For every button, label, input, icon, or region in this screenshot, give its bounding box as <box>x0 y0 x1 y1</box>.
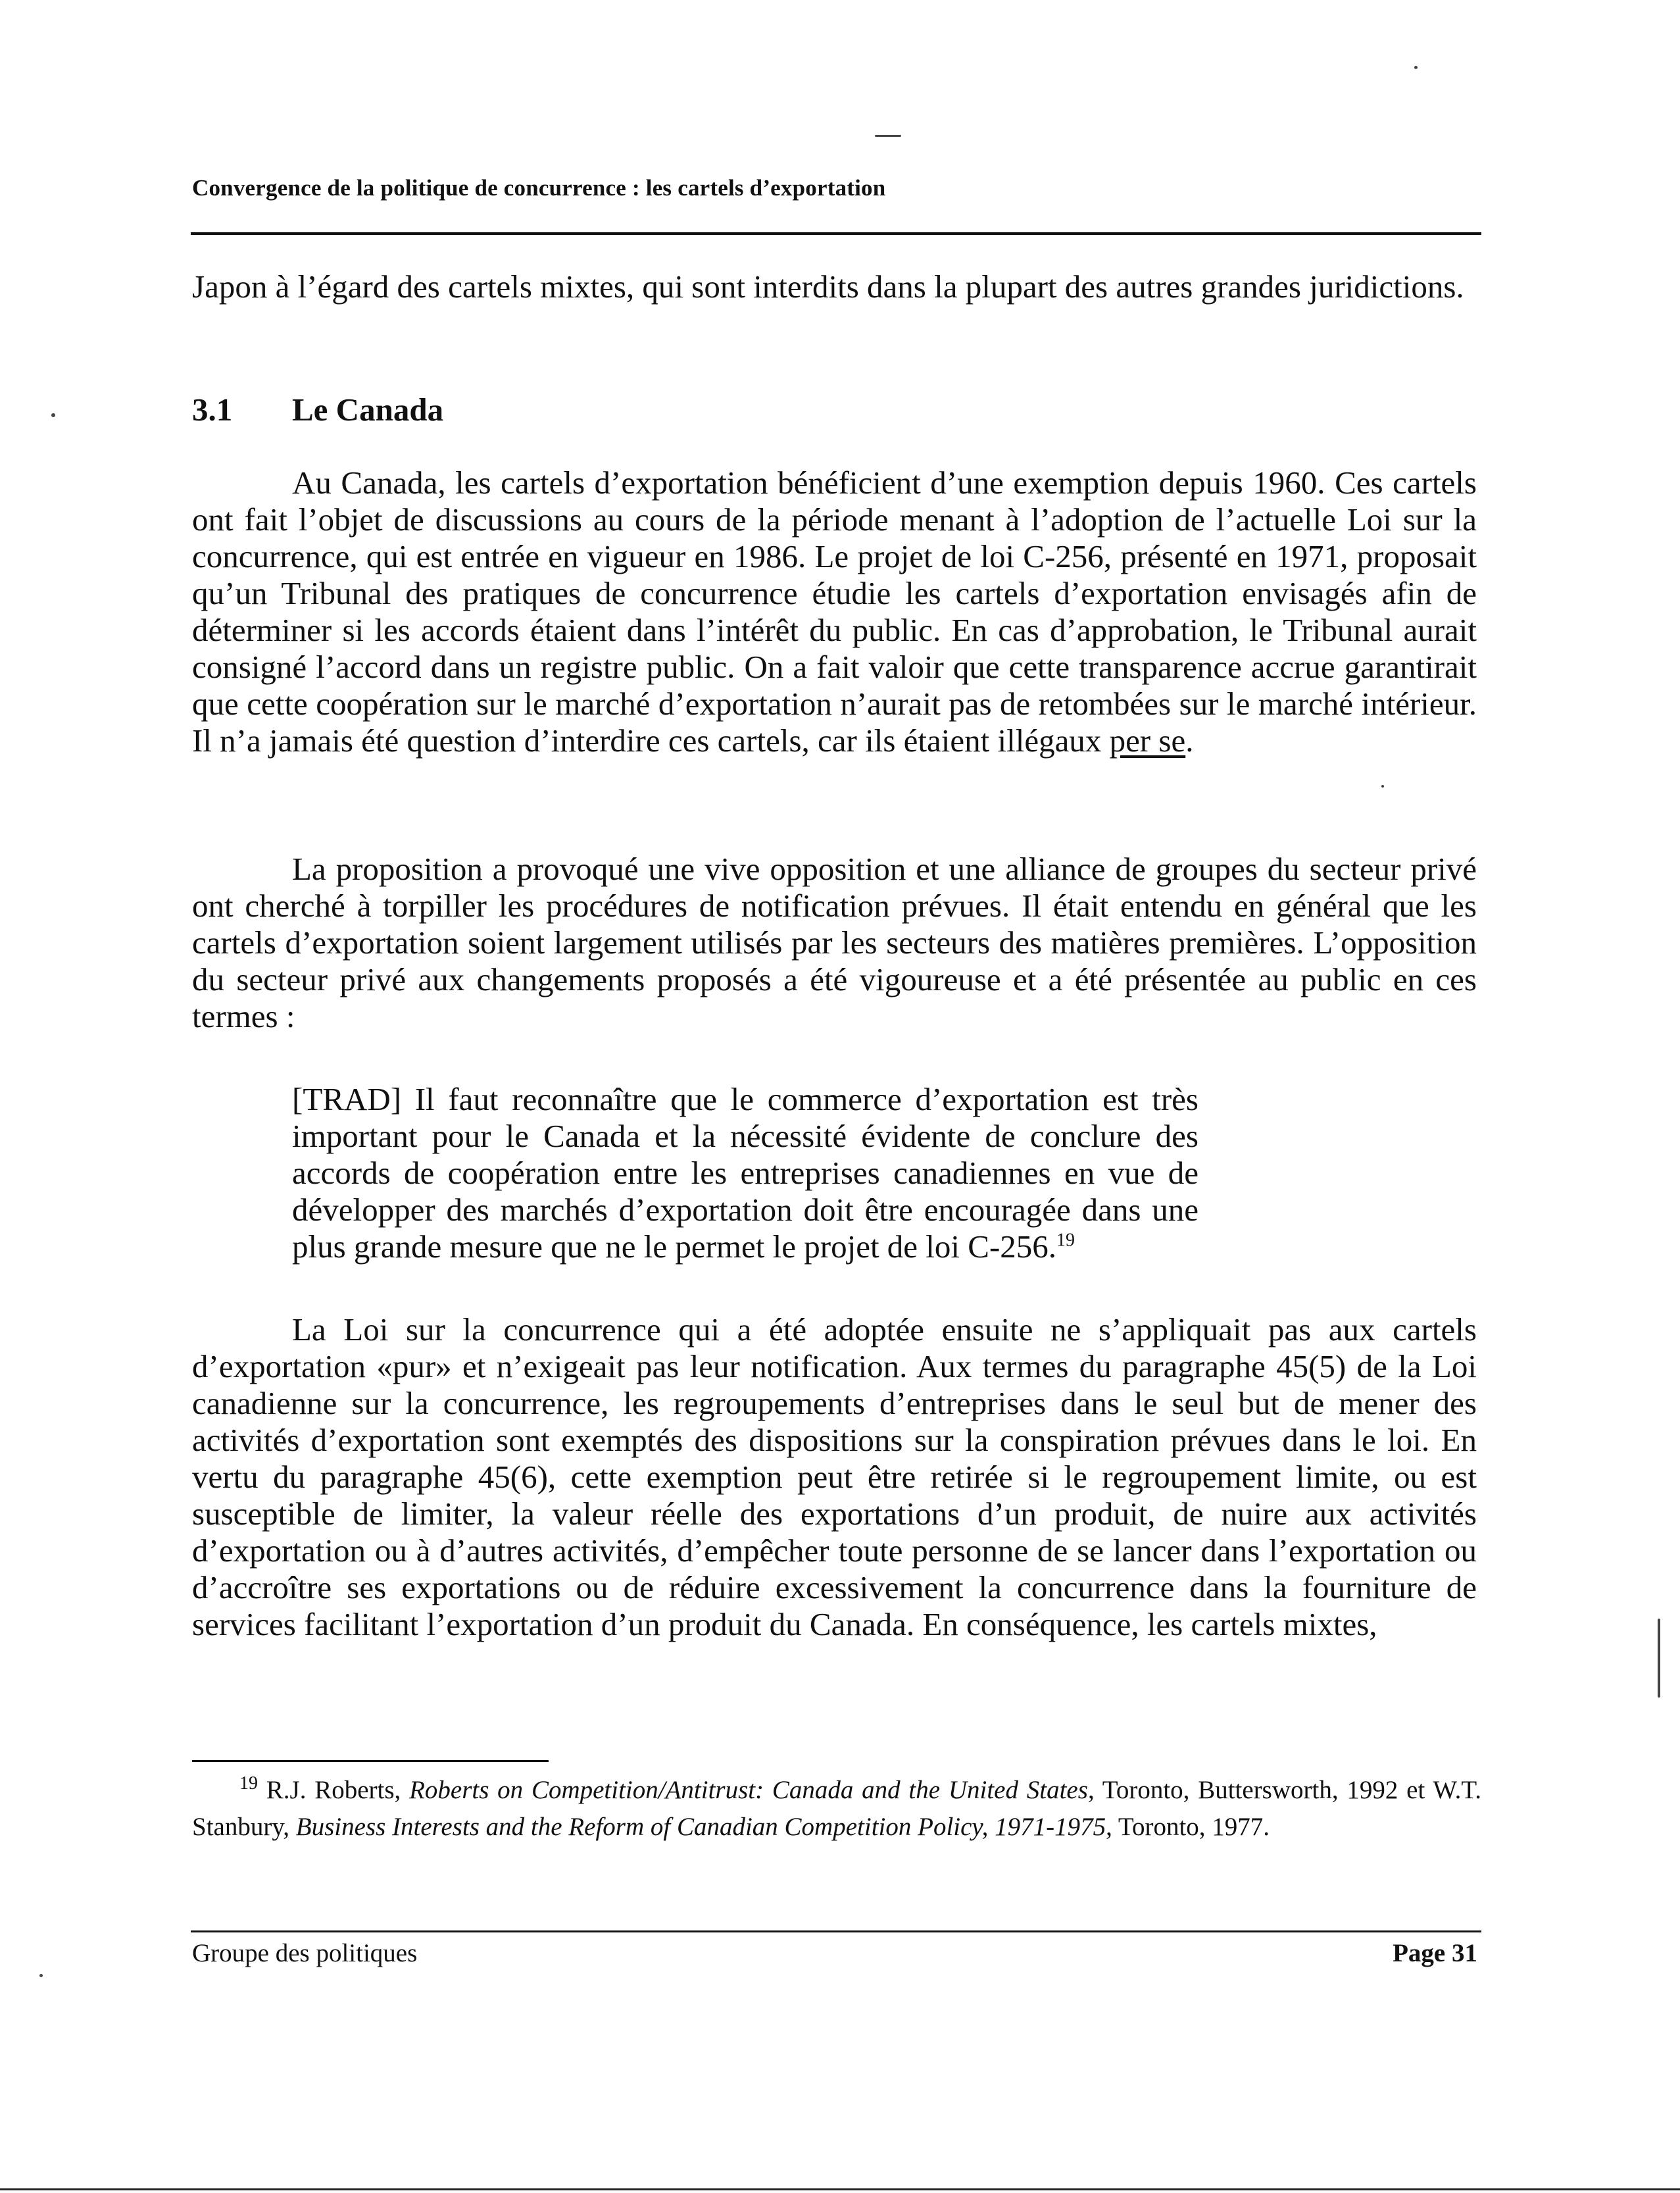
paragraph-2: La proposition a provoqué une vive opposition et une alliance de groupes du secteur privé ont cherché à torpiller les procédures de notification prévues. Il était entendu en général que les cartels d’exportation soient largement utilisés par les secteurs des matières premières. L’opposition du secteur privé aux changements proposés a été vigoureuse et a été présentée au public en ces termes : <box>192 851 1477 1034</box>
scan-edge-line <box>0 2188 1680 2190</box>
running-header: Convergence de la politique de concurrence : les cartels d’exportation <box>192 175 886 201</box>
paragraph-1-end: . <box>1185 722 1194 759</box>
block-quote <box>292 1081 1198 1265</box>
footnote-title-2: Business Interests and the Reform of Canadian Competition Policy, 1971-1975 <box>295 1813 1106 1841</box>
section-number: 3.1 <box>192 391 233 428</box>
footnote-marker: 19 <box>239 1773 258 1794</box>
page-number: Page 31 <box>1393 1939 1477 1967</box>
section-title: Le Canada <box>292 391 444 428</box>
footer-group-name: Groupe des politiques <box>192 1939 418 1967</box>
footnote-separator <box>192 1760 549 1762</box>
footnote-text-3: , Toronto, 1977. <box>1106 1813 1270 1841</box>
footnote-reference: 19 <box>1056 1230 1075 1251</box>
footnote-text-1: R.J. Roberts, <box>258 1776 410 1804</box>
scan-speck <box>875 135 901 137</box>
footnote-title-1: Roberts on Competition/Antitrust: Canada and the United States <box>409 1776 1088 1804</box>
quote-text: [TRAD] Il faut reconnaître que le commerce d’exportation est très important pour le Canada et la nécessité évidente de conclure des accords de coopération entre les entreprises canadiennes en vue de développer des marchés d’exportation doit être encouragée dans une plus grande mesure que ne le permet le projet de loi C-256. <box>292 1081 1198 1265</box>
footnote-text-2: , Toronto, Buttersworth, 1992 et W.T. Stanbury, <box>192 1776 1481 1841</box>
scan-speck <box>51 413 55 417</box>
section-heading <box>192 391 443 428</box>
scan-speck <box>1658 1619 1660 1698</box>
header-rule <box>191 232 1481 235</box>
scan-speck <box>1414 66 1418 69</box>
latin-term: per se <box>1109 722 1186 759</box>
footer-rule <box>191 1930 1481 1932</box>
intro-paragraph: Japon à l’égard des cartels mixtes, qui sont interdits dans la plupart des autres grandes juridictions. <box>192 268 1464 305</box>
paragraph-1-text: Au Canada, les cartels d’exportation bénéficient d’une exemption depuis 1960. Ces cartels ont fait l’objet de discussions au cours de la période menant à l’adoption de l’actuelle Loi sur la concurrence, qui est entrée en vigueur en 1986. Le projet de loi C-256, présenté en 1971, proposait qu’un Tribunal des pratiques de concurrence étudie les cartels d’exportation envisagés afin de déterminer si les accords étaient dans l’intérêt du public. En cas d’approbation, le Tribunal aurait consigné l’accord dans un registre public. On a fait valoir que cette transparence accrue garantirait que cette coopération sur le marché d’exportation n’aurait pas de retombées sur le marché intérieur. Il n’a jamais été question d’interdire ces cartels, car ils étaient illégaux <box>192 465 1477 759</box>
scan-speck <box>1381 785 1384 788</box>
footnote <box>192 1772 1481 1846</box>
paragraph-3: La Loi sur la concurrence qui a été adoptée ensuite ne s’appliquait pas aux cartels d’exportation «pur» et n’exigeait pas leur notification. Aux termes du paragraphe 45(5) de la Loi canadienne sur la concurrence, les regroupements d’entreprises dans le seul but de mener des activités d’exportation sont exemptés des dispositions sur la conspiration prévues dans le loi. En vertu du paragraphe 45(6), cette exemption peut être retirée si le regroupement limite, ou est susceptible de limiter, la valeur réelle des exportations d’un produit, de nuire aux activités d’exportation ou à d’autres activités, d’empêcher toute personne de se lancer dans l’exportation ou d’accroître ses exportations ou de réduire excessivement la concurrence dans la fourniture de services facilitant l’exportation d’un produit du Canada. En conséquence, les cartels mixtes, <box>192 1311 1477 1642</box>
scan-speck <box>39 1974 43 1977</box>
paragraph-1 <box>192 465 1477 759</box>
